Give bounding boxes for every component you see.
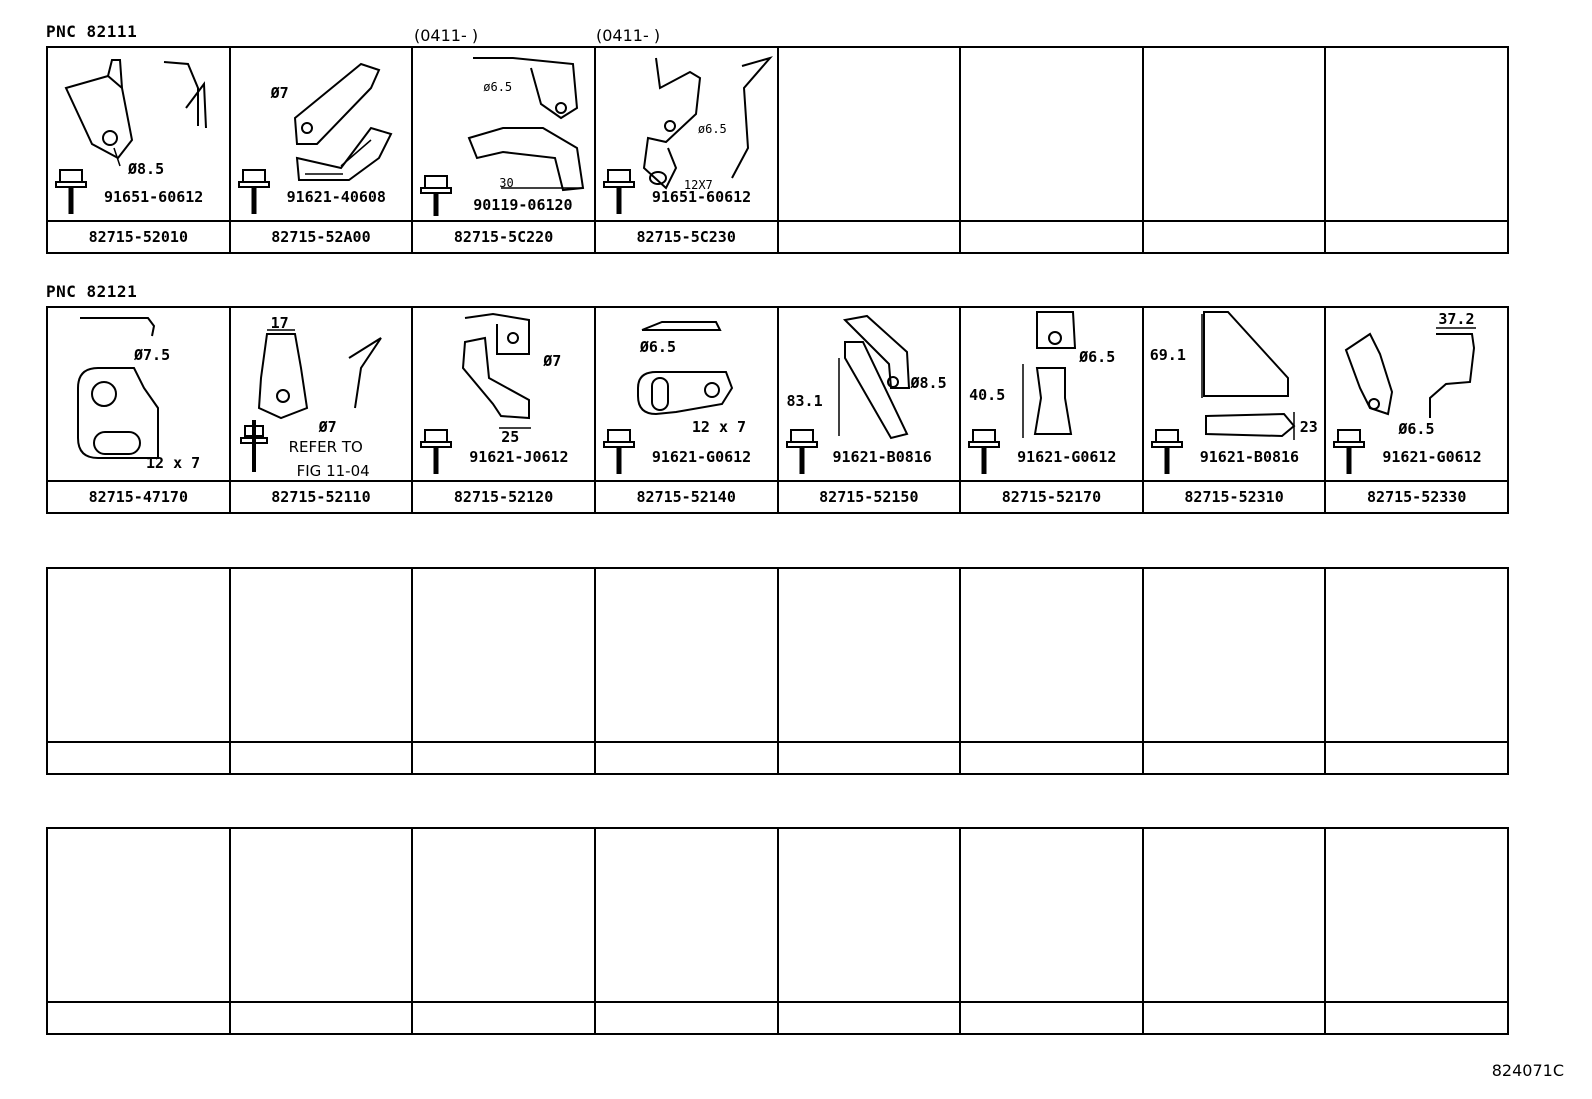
dimension-label: 12 x 7	[146, 454, 201, 472]
empty-cell	[961, 829, 1144, 1003]
refer-to-note: REFER TO	[288, 438, 363, 456]
empty-cell	[1326, 569, 1509, 743]
part-cell[interactable]	[961, 308, 1144, 482]
part-cell[interactable]	[413, 308, 596, 482]
dimension-label: Ø6.5	[1398, 420, 1435, 438]
part-number-empty	[961, 1003, 1144, 1035]
dimension-label: 25	[501, 428, 520, 446]
part-number[interactable]: 82715-47170	[48, 482, 231, 514]
part-number[interactable]: 82715-5C230	[596, 222, 779, 254]
empty-cell	[1144, 829, 1327, 1003]
part-number[interactable]: 82715-52A00	[231, 222, 414, 254]
part-number[interactable]: 82715-52310	[1144, 482, 1327, 514]
part-cell[interactable]	[413, 48, 596, 222]
parts-table-1	[46, 46, 1509, 254]
part-cell[interactable]	[48, 308, 231, 482]
part-cell[interactable]	[1144, 308, 1327, 482]
part-number-empty	[231, 743, 414, 775]
bolt-part-number: 91621-40608	[286, 188, 386, 206]
part-number[interactable]: 82715-52120	[413, 482, 596, 514]
dimension-label: 17	[270, 314, 289, 332]
part-cell[interactable]	[231, 308, 414, 482]
part-cell[interactable]	[48, 48, 231, 222]
bolt-part-number: 91621-G0612	[1382, 448, 1482, 466]
bolt-part-number: 91621-B0816	[1199, 448, 1300, 466]
figure-reference-note[interactable]: FIG 11-04	[296, 462, 370, 480]
dimension-label: ø6.5	[483, 80, 513, 94]
part-number-empty	[779, 743, 962, 775]
part-number[interactable]: 82715-52110	[231, 482, 414, 514]
part-number[interactable]: 82715-52330	[1326, 482, 1509, 514]
parts-table-3-empty	[46, 567, 1509, 775]
part-cell[interactable]	[231, 48, 414, 222]
dimension-label: Ø6.5	[639, 338, 676, 356]
dimension-label: 12X7	[683, 178, 713, 192]
dimension-label: 30	[499, 176, 514, 190]
part-cell[interactable]	[779, 308, 962, 482]
dimension-label: 40.5	[969, 386, 1006, 404]
part-number-empty	[779, 1003, 962, 1035]
dimension-label: ø6.5	[697, 122, 727, 136]
part-number-empty	[961, 222, 1144, 254]
dimension-label: Ø7	[318, 418, 337, 436]
bolt-part-number: 91621-G0612	[1017, 448, 1117, 466]
empty-cell	[48, 829, 231, 1003]
bolt-part-number: 91651-60612	[651, 188, 752, 206]
dimension-label: 23	[1299, 418, 1318, 436]
part-number-empty	[1326, 1003, 1509, 1035]
part-number-empty	[413, 1003, 596, 1035]
empty-cell	[961, 48, 1144, 222]
empty-cell	[596, 569, 779, 743]
empty-cell	[231, 829, 414, 1003]
part-cell[interactable]	[1326, 308, 1509, 482]
bolt-part-number: 90119-06120	[473, 196, 573, 214]
bolt-part-number: 91621-J0612	[469, 448, 569, 466]
empty-cell	[779, 48, 962, 222]
bolt-part-number: 91651-60612	[104, 188, 204, 206]
empty-cell	[779, 569, 962, 743]
dimension-label: 37.2	[1438, 310, 1475, 328]
part-number-empty	[596, 743, 779, 775]
date-range-label: (0411- )	[414, 26, 479, 45]
empty-cell	[961, 569, 1144, 743]
bracket-drawing	[48, 308, 230, 482]
empty-cell	[1326, 829, 1509, 1003]
parts-table-2	[46, 306, 1509, 514]
part-number-empty	[1326, 743, 1509, 775]
bolt-part-number: 91621-B0816	[832, 448, 932, 466]
part-cell[interactable]	[596, 308, 779, 482]
part-number-empty	[1144, 222, 1327, 254]
part-number-empty	[48, 743, 231, 775]
part-number[interactable]: 82715-52150	[779, 482, 962, 514]
bolt-part-number: 91621-G0612	[651, 448, 752, 466]
part-number-empty	[48, 1003, 231, 1035]
empty-cell	[596, 829, 779, 1003]
dimension-label: 69.1	[1149, 346, 1186, 364]
part-number[interactable]: 82715-52140	[596, 482, 779, 514]
empty-cell	[48, 569, 231, 743]
figure-number: 824071C	[1491, 1061, 1564, 1080]
part-number-empty	[413, 743, 596, 775]
dimension-label: Ø7	[543, 352, 562, 370]
empty-cell	[1144, 569, 1327, 743]
empty-cell	[413, 829, 596, 1003]
part-number-empty	[961, 743, 1144, 775]
empty-cell	[1326, 48, 1509, 222]
empty-cell	[1144, 48, 1327, 222]
dimension-label: Ø7	[270, 84, 289, 102]
dimension-label: 12 x 7	[691, 418, 747, 436]
pnc-label-1: PNC 82111	[46, 22, 138, 41]
dimension-label: 83.1	[786, 392, 823, 410]
date-range-label: (0411- )	[596, 26, 661, 45]
part-number[interactable]: 82715-52010	[48, 222, 231, 254]
empty-cell	[231, 569, 414, 743]
part-number-empty	[1326, 222, 1509, 254]
part-number-empty	[779, 222, 962, 254]
dimension-label: Ø8.5	[910, 374, 947, 392]
part-number-empty	[231, 1003, 414, 1035]
pnc-label-2: PNC 82121	[46, 282, 138, 301]
part-cell[interactable]	[596, 48, 779, 222]
parts-table-4-empty	[46, 827, 1509, 1035]
dimension-label: Ø6.5	[1079, 348, 1116, 366]
part-number-empty	[1144, 743, 1327, 775]
dimension-label: Ø7.5	[134, 346, 171, 364]
part-number-empty	[1144, 1003, 1327, 1035]
part-number[interactable]: 82715-52170	[961, 482, 1144, 514]
empty-cell	[779, 829, 962, 1003]
part-number-empty	[596, 1003, 779, 1035]
part-number[interactable]: 82715-5C220	[413, 222, 596, 254]
dimension-label: Ø8.5	[128, 160, 165, 178]
empty-cell	[413, 569, 596, 743]
